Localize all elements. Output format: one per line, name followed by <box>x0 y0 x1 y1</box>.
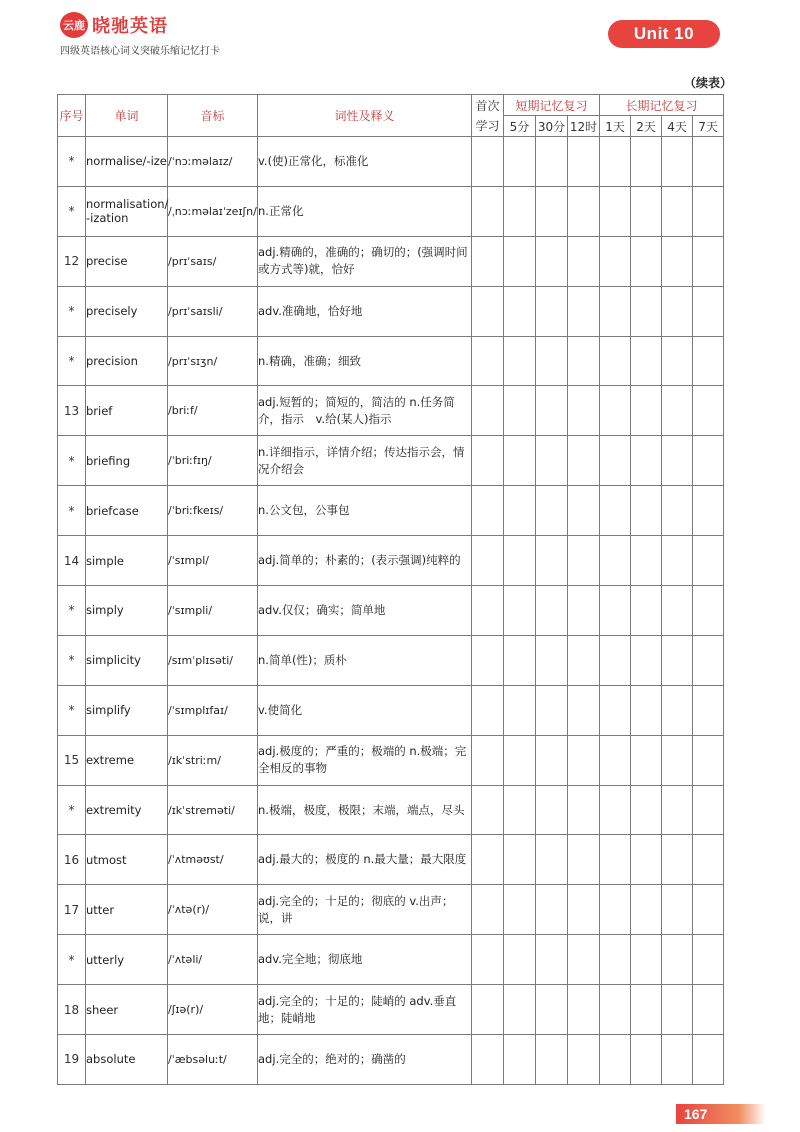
word-cell: briefing <box>86 436 168 486</box>
review-checkbox-cell[interactable] <box>536 735 568 785</box>
review-checkbox-cell[interactable] <box>662 186 693 236</box>
word-cell: utter <box>86 885 168 935</box>
review-checkbox-cell[interactable] <box>536 436 568 486</box>
phonetic-cell: /ˈnɔːməlaɪz/ <box>168 137 258 187</box>
review-checkbox-cell[interactable] <box>536 685 568 735</box>
word-cell: sheer <box>86 985 168 1035</box>
review-checkbox-cell[interactable] <box>504 436 536 486</box>
review-checkbox-cell[interactable] <box>472 336 504 386</box>
review-checkbox-cell[interactable] <box>568 685 600 735</box>
table-row <box>58 985 724 1035</box>
review-checkbox-cell[interactable] <box>504 536 536 586</box>
word-cell: utmost <box>86 835 168 885</box>
meaning-cell: v.(使)正常化，标准化 <box>258 137 472 187</box>
review-checkbox-cell[interactable] <box>631 835 662 885</box>
review-checkbox-cell[interactable] <box>662 137 693 187</box>
word-cell: briefcase <box>86 486 168 536</box>
review-checkbox-cell[interactable] <box>693 486 724 536</box>
serial-number: * <box>58 436 86 486</box>
review-checkbox-cell[interactable] <box>536 486 568 536</box>
review-checkbox-cell[interactable] <box>631 985 662 1035</box>
table-row <box>58 935 724 985</box>
word-cell: simplify <box>86 685 168 735</box>
meaning-cell: n.正常化 <box>258 186 472 236</box>
review-checkbox-cell[interactable] <box>536 885 568 935</box>
review-checkbox-cell[interactable] <box>536 137 568 187</box>
header-short-12h: 12时 <box>568 116 600 137</box>
phonetic-cell: /ˈæbsəluːt/ <box>168 1035 258 1085</box>
review-checkbox-cell[interactable] <box>536 186 568 236</box>
word-cell: precision <box>86 336 168 386</box>
review-checkbox-cell[interactable] <box>504 785 536 835</box>
review-checkbox-cell[interactable] <box>631 785 662 835</box>
review-checkbox-cell[interactable] <box>600 536 631 586</box>
phonetic-cell: /ɪkˈstriːm/ <box>168 735 258 785</box>
logo-text: 晓驰英语 <box>92 16 168 37</box>
review-checkbox-cell[interactable] <box>568 386 600 436</box>
phonetic-cell: /ˈbriːfkeɪs/ <box>168 486 258 536</box>
review-checkbox-cell[interactable] <box>568 336 600 386</box>
review-checkbox-cell[interactable] <box>472 386 504 436</box>
review-checkbox-cell[interactable] <box>536 1035 568 1085</box>
review-checkbox-cell[interactable] <box>536 336 568 386</box>
phonetic-cell: /ˈbriːfɪŋ/ <box>168 436 258 486</box>
review-checkbox-cell[interactable] <box>472 286 504 336</box>
meaning-cell: n.极端，极度，极限；末端，端点，尽头 <box>258 785 472 835</box>
review-checkbox-cell[interactable] <box>600 586 631 636</box>
table-row <box>58 536 724 586</box>
review-checkbox-cell[interactable] <box>600 635 631 685</box>
meaning-cell: n.公文包，公事包 <box>258 486 472 536</box>
word-cell: normalise/-ize <box>86 137 168 187</box>
table-row <box>58 685 724 735</box>
meaning-cell: adj.短暂的；简短的，简洁的 n.任务简介，指示 v.给(某人)指示 <box>258 386 472 436</box>
review-checkbox-cell[interactable] <box>662 985 693 1035</box>
meaning-cell: adv.准确地，恰好地 <box>258 286 472 336</box>
header-meaning: 词性及释义 <box>258 95 472 137</box>
review-checkbox-cell[interactable] <box>631 336 662 386</box>
word-cell: extremity <box>86 785 168 835</box>
review-checkbox-cell[interactable] <box>631 635 662 685</box>
table-row <box>58 436 724 486</box>
meaning-cell: adj.精确的，准确的；确切的；(强调时间或方式等)就，恰好 <box>258 236 472 286</box>
review-checkbox-cell[interactable] <box>472 935 504 985</box>
review-checkbox-cell[interactable] <box>631 286 662 336</box>
table-row <box>58 785 724 835</box>
review-checkbox-cell[interactable] <box>662 236 693 286</box>
header-long-7day: 7天 <box>693 116 724 137</box>
meaning-cell: adj.最大的；极度的 n.最大量；最大限度 <box>258 835 472 885</box>
serial-number: * <box>58 785 86 835</box>
review-checkbox-cell[interactable] <box>600 735 631 785</box>
review-checkbox-cell[interactable] <box>504 386 536 436</box>
table-row <box>58 635 724 685</box>
review-checkbox-cell[interactable] <box>568 236 600 286</box>
table-row <box>58 137 724 187</box>
meaning-cell: adj.完全的；十足的；陡峭的 adv.垂直地；陡峭地 <box>258 985 472 1035</box>
review-checkbox-cell[interactable] <box>568 586 600 636</box>
meaning-cell: adj.简单的；朴素的；(表示强调)纯粹的 <box>258 536 472 586</box>
review-checkbox-cell[interactable] <box>662 635 693 685</box>
review-checkbox-cell[interactable] <box>600 386 631 436</box>
review-checkbox-cell[interactable] <box>600 186 631 236</box>
phonetic-cell: /prɪˈsaɪsli/ <box>168 286 258 336</box>
table-row <box>58 735 724 785</box>
table-row <box>58 236 724 286</box>
meaning-cell: n.简单(性)；质朴 <box>258 635 472 685</box>
serial-number: * <box>58 635 86 685</box>
review-checkbox-cell[interactable] <box>504 1035 536 1085</box>
phonetic-cell: /ˈsɪmpli/ <box>168 586 258 636</box>
review-checkbox-cell[interactable] <box>631 137 662 187</box>
review-checkbox-cell[interactable] <box>631 186 662 236</box>
continued-label: （续表） <box>684 76 733 90</box>
review-checkbox-cell[interactable] <box>504 985 536 1035</box>
review-checkbox-cell[interactable] <box>536 935 568 985</box>
review-checkbox-cell[interactable] <box>472 486 504 536</box>
review-checkbox-cell[interactable] <box>693 186 724 236</box>
review-checkbox-cell[interactable] <box>536 835 568 885</box>
meaning-cell: adj.完全的；十足的；彻底的 v.出声；说，讲 <box>258 885 472 935</box>
meaning-cell: adj.极度的；严重的；极端的 n.极端；完全相反的事物 <box>258 735 472 785</box>
phonetic-cell: /ˈsɪmpl/ <box>168 536 258 586</box>
review-checkbox-cell[interactable] <box>662 286 693 336</box>
serial-number: 17 <box>58 885 86 935</box>
review-checkbox-cell[interactable] <box>631 885 662 935</box>
meaning-cell: adv.仅仅；确实；简单地 <box>258 586 472 636</box>
review-checkbox-cell[interactable] <box>472 685 504 735</box>
serial-number: 15 <box>58 735 86 785</box>
serial-number: * <box>58 685 86 735</box>
phonetic-cell: /ˈʌtəli/ <box>168 935 258 985</box>
word-cell: absolute <box>86 1035 168 1085</box>
review-checkbox-cell[interactable] <box>600 336 631 386</box>
review-checkbox-cell[interactable] <box>536 985 568 1035</box>
word-cell: utterly <box>86 935 168 985</box>
review-checkbox-cell[interactable] <box>662 785 693 835</box>
header-serial: 序号 <box>58 95 86 137</box>
serial-number: * <box>58 336 86 386</box>
review-checkbox-cell[interactable] <box>662 536 693 586</box>
review-checkbox-cell[interactable] <box>504 685 536 735</box>
review-checkbox-cell[interactable] <box>472 785 504 835</box>
review-checkbox-cell[interactable] <box>693 835 724 885</box>
review-checkbox-cell[interactable] <box>504 635 536 685</box>
phonetic-cell: /prɪˈsaɪs/ <box>168 236 258 286</box>
logo-mark-icon: 云鹿 <box>60 12 88 38</box>
review-checkbox-cell[interactable] <box>504 137 536 187</box>
review-checkbox-cell[interactable] <box>504 486 536 536</box>
review-checkbox-cell[interactable] <box>472 137 504 187</box>
phonetic-cell: /sɪmˈplɪsəti/ <box>168 635 258 685</box>
review-checkbox-cell[interactable] <box>693 785 724 835</box>
review-checkbox-cell[interactable] <box>472 436 504 486</box>
review-checkbox-cell[interactable] <box>568 286 600 336</box>
header-long-1day: 1天 <box>600 116 631 137</box>
review-checkbox-cell[interactable] <box>662 935 693 985</box>
word-cell: precisely <box>86 286 168 336</box>
serial-number: * <box>58 286 86 336</box>
review-checkbox-cell[interactable] <box>600 436 631 486</box>
phonetic-cell: /ˈʌtməʊst/ <box>168 835 258 885</box>
unit-badge: Unit 10 <box>608 20 720 48</box>
review-checkbox-cell[interactable] <box>600 885 631 935</box>
review-checkbox-cell[interactable] <box>600 835 631 885</box>
header-short-30min: 30分 <box>536 116 568 137</box>
review-checkbox-cell[interactable] <box>662 486 693 536</box>
review-checkbox-cell[interactable] <box>662 586 693 636</box>
review-checkbox-cell[interactable] <box>472 1035 504 1085</box>
review-checkbox-cell[interactable] <box>662 885 693 935</box>
review-checkbox-cell[interactable] <box>504 885 536 935</box>
review-checkbox-cell[interactable] <box>600 236 631 286</box>
review-checkbox-cell[interactable] <box>504 286 536 336</box>
review-checkbox-cell[interactable] <box>693 685 724 735</box>
vocabulary-table <box>57 94 724 1085</box>
phonetic-cell: /ˌnɔːməlaɪˈzeɪʃn/ <box>168 186 258 236</box>
review-checkbox-cell[interactable] <box>568 486 600 536</box>
review-checkbox-cell[interactable] <box>472 586 504 636</box>
review-checkbox-cell[interactable] <box>662 436 693 486</box>
review-checkbox-cell[interactable] <box>693 935 724 985</box>
review-checkbox-cell[interactable] <box>504 835 536 885</box>
review-checkbox-cell[interactable] <box>662 835 693 885</box>
review-checkbox-cell[interactable] <box>662 685 693 735</box>
serial-number: 16 <box>58 835 86 885</box>
review-checkbox-cell[interactable] <box>693 586 724 636</box>
meaning-cell: n.详细指示，详情介绍；传达指示会，情况介绍会 <box>258 436 472 486</box>
header-word: 单词 <box>86 95 168 137</box>
word-cell: brief <box>86 386 168 436</box>
table-row <box>58 835 724 885</box>
table-row <box>58 885 724 935</box>
review-checkbox-cell[interactable] <box>600 137 631 187</box>
meaning-cell: adj.完全的；绝对的；确凿的 <box>258 1035 472 1085</box>
serial-number: * <box>58 186 86 236</box>
word-cell: normalisation/ -ization <box>86 186 168 236</box>
table-row <box>58 286 724 336</box>
review-checkbox-cell[interactable] <box>631 536 662 586</box>
review-checkbox-cell[interactable] <box>536 386 568 436</box>
review-checkbox-cell[interactable] <box>536 785 568 835</box>
review-checkbox-cell[interactable] <box>631 436 662 486</box>
review-checkbox-cell[interactable] <box>568 137 600 187</box>
serial-number: 18 <box>58 985 86 1035</box>
review-checkbox-cell[interactable] <box>568 885 600 935</box>
table-row <box>58 336 724 386</box>
word-cell: simply <box>86 586 168 636</box>
review-checkbox-cell[interactable] <box>600 785 631 835</box>
phonetic-cell: /ɪkˈstreməti/ <box>168 785 258 835</box>
serial-number: 19 <box>58 1035 86 1085</box>
review-checkbox-cell[interactable] <box>568 1035 600 1085</box>
review-checkbox-cell[interactable] <box>693 286 724 336</box>
review-checkbox-cell[interactable] <box>568 985 600 1035</box>
serial-number: 12 <box>58 236 86 286</box>
table-row <box>58 386 724 436</box>
review-checkbox-cell[interactable] <box>600 286 631 336</box>
word-cell: simplicity <box>86 635 168 685</box>
review-checkbox-cell[interactable] <box>472 885 504 935</box>
review-checkbox-cell[interactable] <box>504 236 536 286</box>
review-checkbox-cell[interactable] <box>693 137 724 187</box>
review-checkbox-cell[interactable] <box>693 536 724 586</box>
review-checkbox-cell[interactable] <box>568 436 600 486</box>
review-checkbox-cell[interactable] <box>472 236 504 286</box>
review-checkbox-cell[interactable] <box>662 735 693 785</box>
header-long-term-review: 长期记忆复习 <box>600 95 724 116</box>
review-checkbox-cell[interactable] <box>472 735 504 785</box>
phonetic-cell: /ˈʌtə(r)/ <box>168 885 258 935</box>
review-checkbox-cell[interactable] <box>600 685 631 735</box>
review-checkbox-cell[interactable] <box>693 885 724 935</box>
review-checkbox-cell[interactable] <box>631 685 662 735</box>
review-checkbox-cell[interactable] <box>693 386 724 436</box>
review-checkbox-cell[interactable] <box>504 336 536 386</box>
header-short-term-review: 短期记忆复习 <box>504 95 600 116</box>
table-row <box>58 186 724 236</box>
review-checkbox-cell[interactable] <box>536 286 568 336</box>
review-checkbox-cell[interactable] <box>693 635 724 685</box>
serial-number: * <box>58 137 86 187</box>
serial-number: * <box>58 486 86 536</box>
meaning-cell: n.精确，准确；细致 <box>258 336 472 386</box>
review-checkbox-cell[interactable] <box>504 735 536 785</box>
review-checkbox-cell[interactable] <box>568 635 600 685</box>
review-checkbox-cell[interactable] <box>631 1035 662 1085</box>
word-cell: precise <box>86 236 168 286</box>
book-subtitle: 四级英语核心词义突破乐缩记忆打卡 <box>60 46 220 57</box>
review-checkbox-cell[interactable] <box>568 186 600 236</box>
meaning-cell: v.使简化 <box>258 685 472 735</box>
phonetic-cell: /briːf/ <box>168 386 258 436</box>
header-short-5min: 5分 <box>504 116 536 137</box>
review-checkbox-cell[interactable] <box>472 186 504 236</box>
review-checkbox-cell[interactable] <box>472 635 504 685</box>
review-checkbox-cell[interactable] <box>693 985 724 1035</box>
review-checkbox-cell[interactable] <box>568 536 600 586</box>
review-checkbox-cell[interactable] <box>536 586 568 636</box>
review-checkbox-cell[interactable] <box>662 336 693 386</box>
review-checkbox-cell[interactable] <box>600 985 631 1035</box>
review-checkbox-cell[interactable] <box>600 1035 631 1085</box>
review-checkbox-cell[interactable] <box>693 1035 724 1085</box>
review-checkbox-cell[interactable] <box>693 236 724 286</box>
review-checkbox-cell[interactable] <box>536 536 568 586</box>
review-checkbox-cell[interactable] <box>600 486 631 536</box>
review-checkbox-cell[interactable] <box>631 935 662 985</box>
review-checkbox-cell[interactable] <box>693 336 724 386</box>
phonetic-cell: /prɪˈsɪʒn/ <box>168 336 258 386</box>
table-row <box>58 586 724 636</box>
serial-number: * <box>58 586 86 636</box>
review-checkbox-cell[interactable] <box>504 186 536 236</box>
review-checkbox-cell[interactable] <box>693 735 724 785</box>
word-cell: extreme <box>86 735 168 785</box>
review-checkbox-cell[interactable] <box>504 935 536 985</box>
review-checkbox-cell[interactable] <box>472 835 504 885</box>
serial-number: 14 <box>58 536 86 586</box>
phonetic-cell: /ˈsɪmplɪfaɪ/ <box>168 685 258 735</box>
header-long-4day: 4天 <box>662 116 693 137</box>
review-checkbox-cell[interactable] <box>631 236 662 286</box>
review-checkbox-cell[interactable] <box>631 486 662 536</box>
review-checkbox-cell[interactable] <box>568 735 600 785</box>
review-checkbox-cell[interactable] <box>631 586 662 636</box>
page-number: 167 <box>676 1104 766 1124</box>
review-checkbox-cell[interactable] <box>662 1035 693 1085</box>
serial-number: * <box>58 935 86 985</box>
word-cell: simple <box>86 536 168 586</box>
review-checkbox-cell[interactable] <box>472 536 504 586</box>
review-checkbox-cell[interactable] <box>536 236 568 286</box>
review-checkbox-cell[interactable] <box>693 436 724 486</box>
header-phonetic: 音标 <box>168 95 258 137</box>
review-checkbox-cell[interactable] <box>662 386 693 436</box>
review-checkbox-cell[interactable] <box>568 785 600 835</box>
serial-number: 13 <box>58 386 86 436</box>
page-header <box>0 0 800 90</box>
header-first-study: 首次学习 <box>472 95 504 137</box>
review-checkbox-cell[interactable] <box>536 635 568 685</box>
phonetic-cell: /ʃɪə(r)/ <box>168 985 258 1035</box>
table-row <box>58 486 724 536</box>
header-long-2day: 2天 <box>631 116 662 137</box>
meaning-cell: adv.完全地；彻底地 <box>258 935 472 985</box>
review-checkbox-cell[interactable] <box>568 935 600 985</box>
table-row <box>58 1035 724 1085</box>
review-checkbox-cell[interactable] <box>568 835 600 885</box>
review-checkbox-cell[interactable] <box>504 586 536 636</box>
review-checkbox-cell[interactable] <box>631 386 662 436</box>
brand-logo <box>60 12 168 38</box>
review-checkbox-cell[interactable] <box>472 985 504 1035</box>
review-checkbox-cell[interactable] <box>631 735 662 785</box>
review-checkbox-cell[interactable] <box>600 935 631 985</box>
